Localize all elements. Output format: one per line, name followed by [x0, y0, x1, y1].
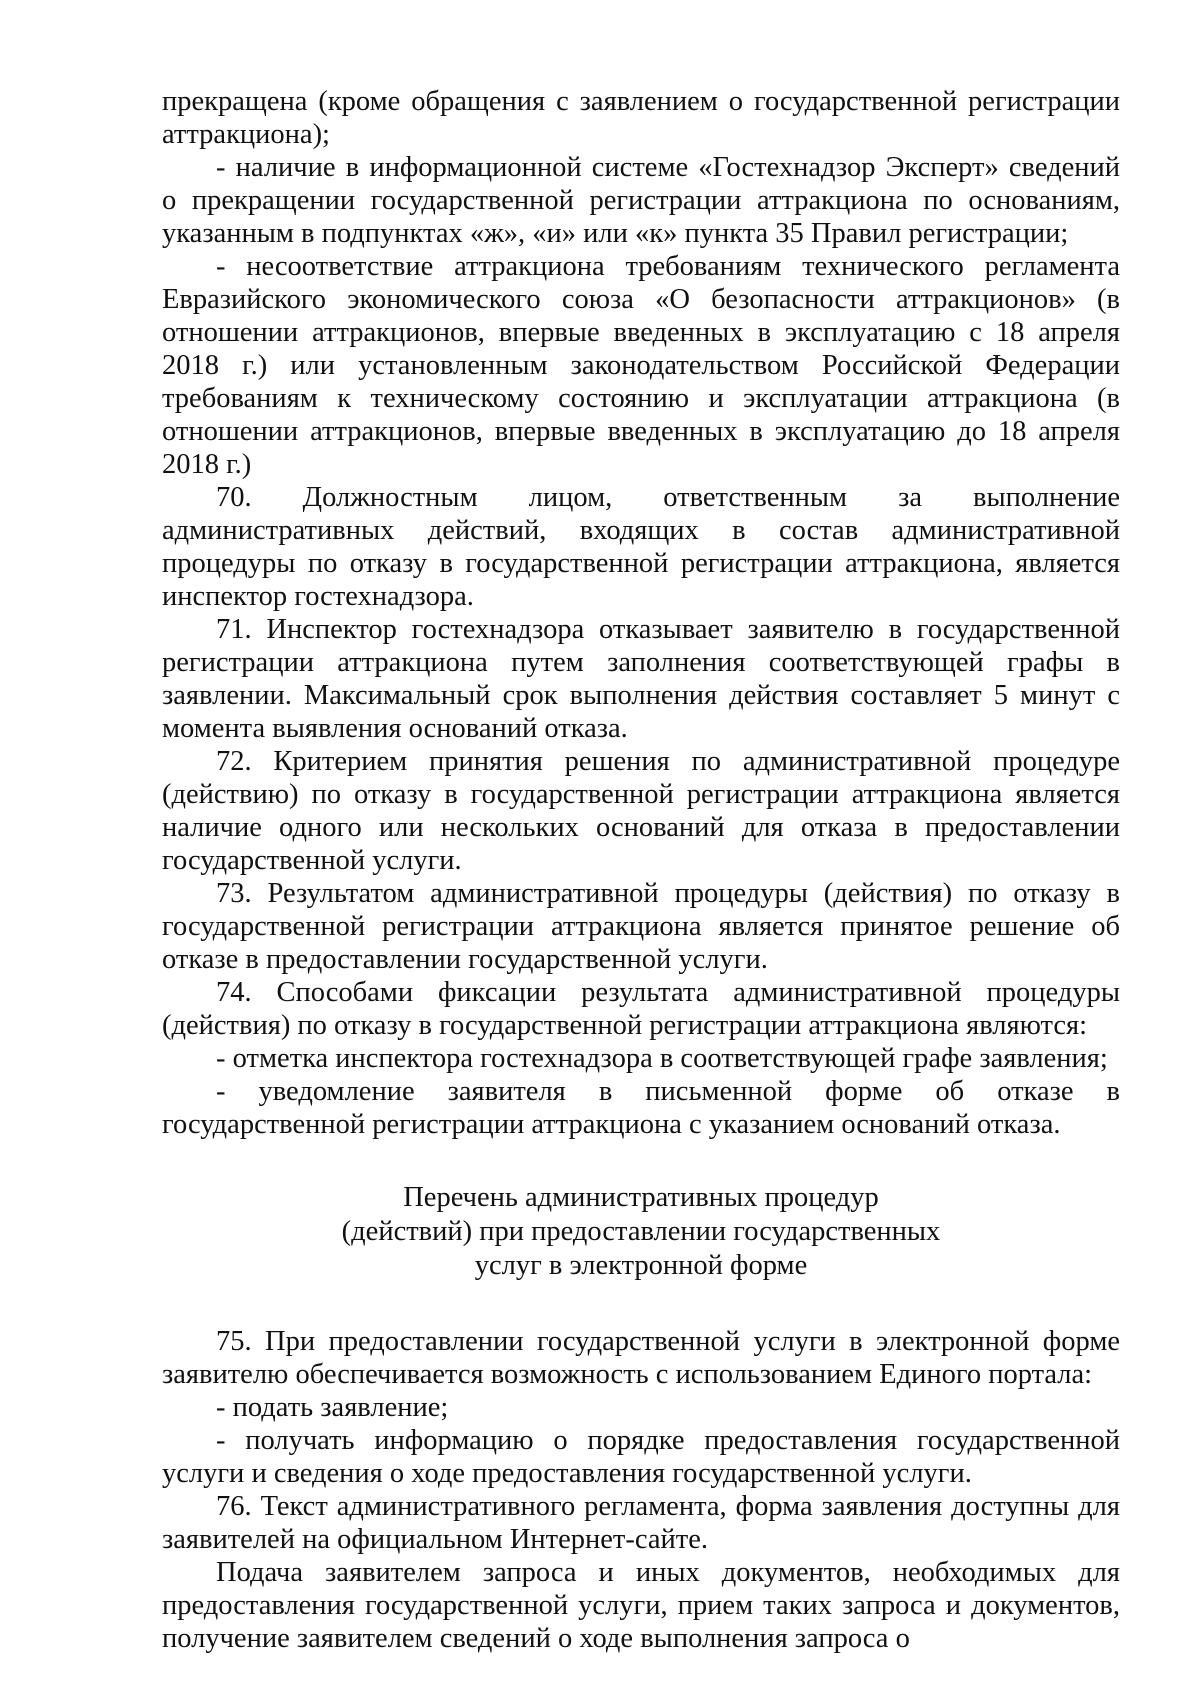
document-page — [162, 85, 1120, 1655]
paragraph: прекращена (кроме обращения с заявлением о государственной регистрации аттракциона); — [162, 86, 1120, 150]
section-heading-line: (действий) при предоставлении государственных — [341, 1216, 941, 1247]
paragraph-73: 73. Результатом административной процедуры (действия) по отказу в государственной регистрации аттракциона является принятое решение об отказе в предоставлении государственной услуги. — [162, 878, 1120, 975]
section-heading-line: Перечень административных процедур — [403, 1182, 879, 1213]
list-item: - получать информацию о порядке предоставления государственной услуги и сведения о ходе предоставления государственной услуги. — [162, 1425, 1120, 1489]
paragraph-74: 74. Способами фиксации результата административной процедуры (действия) по отказу в государственной регистрации аттракциона являются: — [162, 977, 1120, 1041]
paragraph: - наличие в информационной системе «Гостехнадзор Эксперт» сведений о прекращении государственной регистрации аттракциона по основаниям, указанным в подпунктах «ж», «и» или «к» пункта 35 Правил регистрации; — [162, 152, 1120, 249]
section-heading-line: услуг в электронной форме — [474, 1250, 808, 1281]
paragraph-71: 71. Инспектор гостехнадзора отказывает заявителю в государственной регистрации аттракциона путем заполнения соответствующей графы в заявлении. Максимальный срок выполнения действия составляет 5 минут с момента выявления оснований отказа. — [162, 614, 1120, 744]
paragraph: - несоответствие аттракциона требованиям технического регламента Евразийского экономического союза «О безопасности аттракционов» (в отношении аттракционов, впервые введенных в эксплуатацию с 18 апреля 2018 г.) или установленным законодательством Российской Федерации требованиям к техническому состоянию и эксплуатации аттракциона (в отношении аттракционов, впервые введенных в эксплуатацию до 18 апреля 2018 г.) — [162, 251, 1120, 480]
paragraph-76: 76. Текст административного регламента, форма заявления доступны для заявителей на официальном Интернет-сайте. — [162, 1491, 1120, 1555]
paragraph-75: 75. При предоставлении государственной услуги в электронной форме заявителю обеспечивается возможность с использованием Единого портала: — [162, 1326, 1120, 1390]
list-item: - уведомление заявителя в письменной форме об отказе в государственной регистрации аттракциона с указанием оснований отказа. — [162, 1076, 1120, 1140]
list-item: - подать заявление; — [216, 1392, 449, 1423]
section-heading — [162, 1181, 1120, 1283]
paragraph: Подача заявителем запроса и иных документов, необходимых для предоставления государственной услуги, прием таких запроса и документов, получение заявителем сведений о ходе выполнения запроса о — [162, 1557, 1120, 1654]
paragraph-72: 72. Критерием принятия решения по административной процедуре (действию) по отказу в государственной регистрации аттракциона является наличие одного или нескольких оснований для отказа в предоставлении государственной услуги. — [162, 746, 1120, 876]
list-item: - отметка инспектора гостехнадзора в соответствующей графе заявления; — [216, 1043, 1108, 1074]
paragraph-70: 70. Должностным лицом, ответственным за выполнение административных действий, входящих в состав административной процедуры по отказу в государственной регистрации аттракциона, является инспектор гостехнадзора. — [162, 482, 1120, 612]
